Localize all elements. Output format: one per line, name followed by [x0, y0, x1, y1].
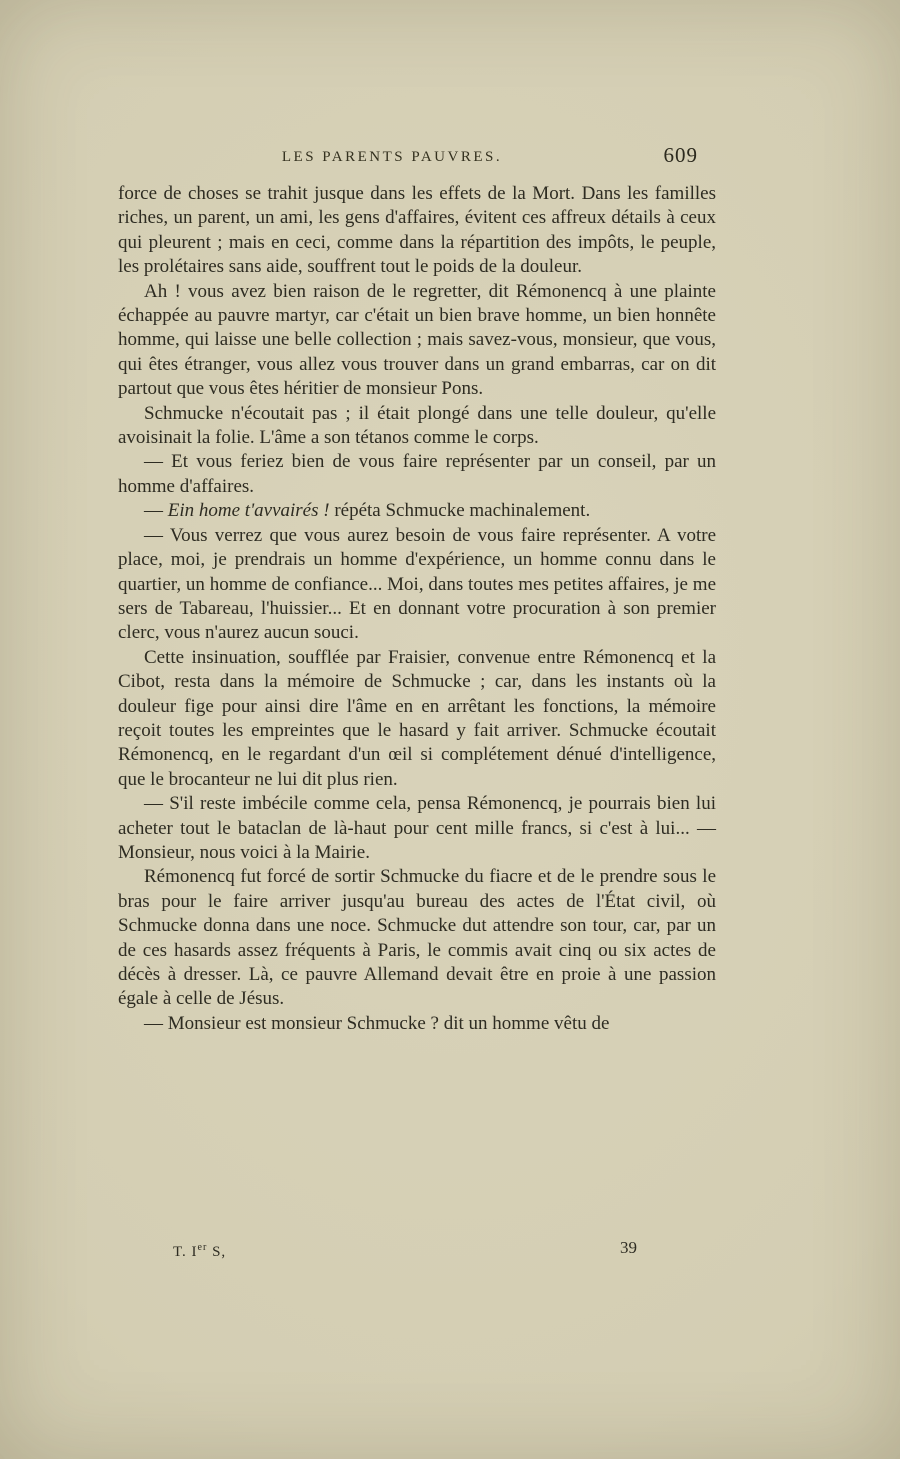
paragraph	[118, 182, 716, 280]
text-segment: répéta Schmucke machinalement.	[329, 500, 591, 522]
paragraph	[118, 792, 716, 865]
text-segment: — Monsieur est monsieur Schmucke ? dit un homme vêtu de	[144, 1012, 610, 1034]
volume-signature	[173, 1242, 226, 1261]
text-segment: —	[144, 500, 168, 522]
text-segment: — S'il reste imbécile comme cela, pensa Rémonencq, je pourrais bien lui acheter tout le bataclan de là-haut pour cent mille francs, si c'est à lui... — Monsieur, nous voici à la Mairie.	[118, 793, 716, 863]
footer	[118, 1240, 716, 1266]
running-title: LES PARENTS PAUVRES.	[281, 149, 503, 165]
page-number: 609	[663, 143, 698, 167]
paragraph	[118, 450, 716, 499]
text-segment: force de choses se trahit jusque dans les effets de la Mort. Dans les familles riches, un parent, un ami, les gens d'affaires, évitent ces affreux détails à ceux qui pleurent ; mais en ceci, comme dans la répartition des impôts, le peuple, les prolétaires sans aide, souffrent tout le poids de la douleur.	[118, 183, 716, 278]
text-segment: Schmucke n'écoutait pas ; il était plongé dans une telle douleur, qu'elle avoisinait la folie. L'âme a son tétanos comme le corps.	[118, 402, 716, 449]
text-segment: Ah ! vous avez bien raison de le regretter, dit Rémonencq à une plainte échappée au pauvre martyr, car c'était un bien brave homme, un bien honnête homme, qui laisse une belle collection ; mais savez-vous, monsieur, que vous, qui êtes étranger, vous allez vous trouver dans un grand embarras, car on dit partout que vous êtes héritier de monsieur Pons.	[118, 280, 716, 400]
paragraph	[118, 646, 716, 792]
text-segment: — Et vous feriez bien de vous faire représenter par un conseil, par un homme d'affaires.	[118, 451, 716, 497]
paragraph	[118, 280, 716, 402]
running-header	[118, 143, 716, 172]
volume-suffix: S,	[207, 1244, 227, 1260]
text-block	[118, 182, 716, 1036]
volume-superscript: er	[197, 1242, 208, 1253]
italic-text-segment: Ein home t'avvairés !	[167, 500, 330, 522]
volume-prefix: T. I	[173, 1244, 198, 1260]
text-segment: Cette insinuation, soufflée par Fraisier, convenue entre Rémonencq et la Cibot, resta dans la mémoire de Schmucke ; car, dans les instants où la douleur fige pour ainsi dire l'âme en en arrêtant les fonctions, la mémoire reçoit toutes les empreintes que le hasard y fait arriver. Schmucke écoutait Rémonencq, en le regardant d'un œil si complétement dénué d'intelligence, que le brocanteur ne lui dit plus rien.	[118, 646, 716, 790]
paragraph	[118, 865, 716, 1011]
sheet-number: 39	[620, 1238, 637, 1257]
paragraph	[118, 402, 716, 451]
paragraph	[118, 499, 716, 523]
paragraph	[118, 524, 716, 646]
paragraph	[118, 1012, 716, 1036]
text-segment: Rémonencq fut forcé de sortir Schmucke du fiacre et de le prendre sous le bras pour le faire arriver jusqu'au bureau des actes de l'État civil, où Schmucke donna dans une noce. Schmucke dut attendre son tour, car, par un de ces hasards assez fréquents à Paris, le commis avait cinq ou six actes de décès à dresser. Là, ce pauvre Allemand devait être en proie à une passion égale à celle de Jésus.	[118, 866, 716, 1010]
text-segment: — Vous verrez que vous aurez besoin de vous faire représenter. A votre place, moi, je prendrais un homme d'expérience, un homme connu dans le quartier, un homme de confiance... Moi, dans toutes mes petites affaires, je me sers de Tabareau, l'huissier... Et en donnant votre procuration à son premier clerc, vous n'aurez aucun souci.	[118, 524, 716, 644]
